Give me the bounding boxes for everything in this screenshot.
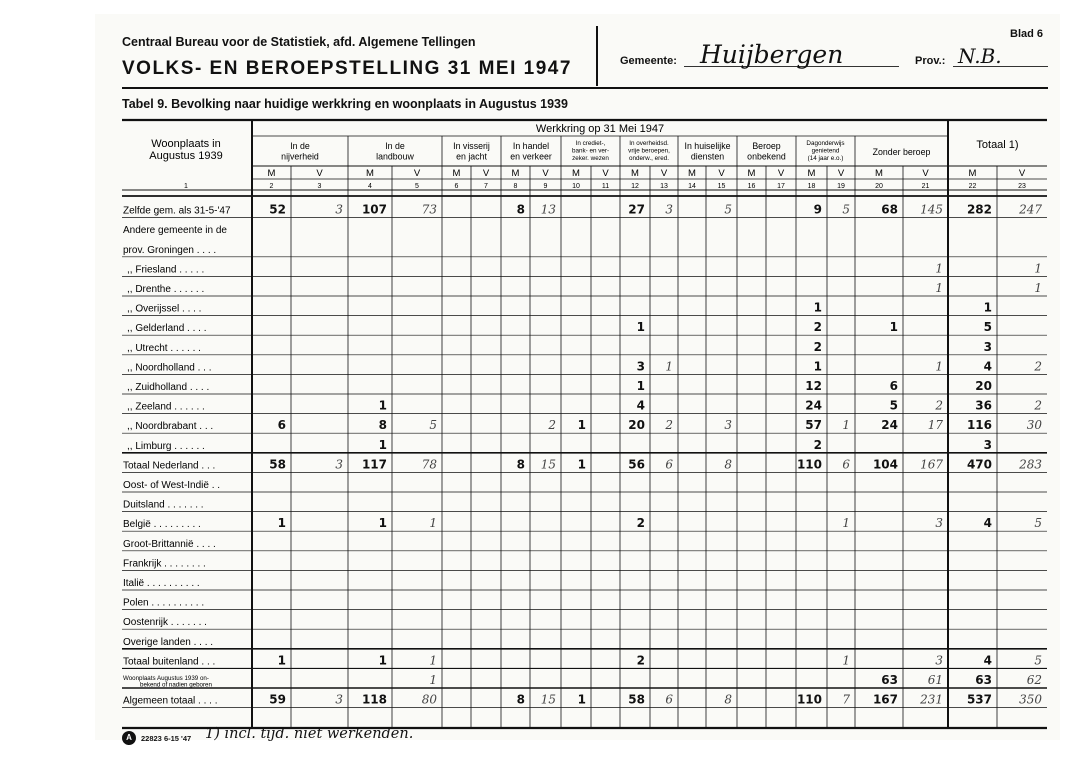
column-number: 23 bbox=[1018, 183, 1026, 190]
gemeente-value: Huijbergen bbox=[700, 40, 844, 69]
cell-value: 3 bbox=[935, 516, 943, 531]
cell-value: 4 bbox=[636, 398, 645, 413]
cell-value: 3 bbox=[935, 653, 943, 668]
group-header: In overheidsd. bbox=[629, 140, 669, 147]
cell-value: 59 bbox=[269, 692, 286, 707]
cell-value: 5 bbox=[983, 320, 992, 335]
cell-value: 4 bbox=[983, 359, 992, 374]
row-label: Polen . . . . . . . . . . bbox=[123, 597, 205, 609]
row-label: Totaal buitenland . . . bbox=[123, 656, 216, 668]
cell-value: 1 bbox=[577, 457, 586, 472]
row-label: België . . . . . . . . . bbox=[123, 519, 201, 531]
column-number: 11 bbox=[601, 183, 610, 190]
column-number: 7 bbox=[484, 183, 488, 190]
group-header: In visserij bbox=[453, 141, 490, 151]
cell-value: 231 bbox=[920, 692, 943, 707]
group-header: Totaal 1) bbox=[976, 139, 1019, 151]
cell-value: 2 bbox=[636, 516, 645, 531]
cell-value: 1 bbox=[1034, 261, 1042, 276]
cell-value: 12 bbox=[805, 379, 822, 393]
group-header: In de bbox=[290, 141, 310, 151]
cell-value: 283 bbox=[1019, 457, 1042, 472]
row-label: ,, Noordholland . . . bbox=[127, 362, 212, 374]
cell-value: 116 bbox=[966, 418, 992, 433]
group-header: en jacht bbox=[456, 151, 487, 162]
cell-value: 104 bbox=[872, 457, 898, 472]
cell-value: 63 bbox=[975, 673, 992, 687]
cell-value: 3 bbox=[335, 692, 343, 707]
cell-value: 6 bbox=[665, 457, 673, 472]
cell-value: 24 bbox=[805, 398, 822, 413]
province-label: Prov.: bbox=[915, 55, 946, 67]
column-number: 21 bbox=[921, 183, 930, 190]
cell-value: 3 bbox=[335, 202, 343, 217]
cell-value: 13 bbox=[540, 202, 556, 217]
mv-label: M bbox=[688, 168, 696, 179]
row-label: ,, Friesland . . . . . bbox=[127, 264, 205, 276]
cell-value: 24 bbox=[881, 418, 898, 433]
row-label: prov. Groningen . . . . bbox=[123, 244, 217, 256]
column-number: 3 bbox=[317, 183, 322, 190]
cell-value: 58 bbox=[628, 692, 645, 707]
cell-value: 20 bbox=[628, 418, 645, 433]
column-number: 18 bbox=[807, 183, 816, 190]
mv-label: M bbox=[631, 168, 639, 179]
cell-value: 20 bbox=[975, 379, 992, 393]
mv-label: V bbox=[777, 168, 785, 179]
row-label: ,, Overijssel . . . . bbox=[127, 303, 202, 315]
mv-label: V bbox=[1018, 168, 1026, 179]
cell-value: 3 bbox=[724, 418, 732, 433]
cell-value: 1 bbox=[813, 359, 822, 374]
mv-label: V bbox=[922, 168, 929, 179]
mv-label: M bbox=[366, 168, 374, 179]
cell-value: 1 bbox=[665, 359, 673, 374]
row-label: Duitsland . . . . . . . bbox=[123, 499, 204, 511]
cell-value: 5 bbox=[1034, 653, 1042, 668]
cell-value: 1 bbox=[277, 516, 286, 531]
cell-value: 6 bbox=[889, 379, 898, 393]
cell-value: 2 bbox=[813, 437, 822, 452]
bureau-name: Centraal Bureau voor de Statistiek, afd. Algemene Tellingen bbox=[122, 35, 476, 49]
group-header: onderw., ered. bbox=[629, 155, 669, 162]
cell-value: 27 bbox=[628, 202, 645, 217]
cell-value: 537 bbox=[966, 692, 992, 707]
cell-value: 8 bbox=[516, 692, 525, 707]
cell-value: 145 bbox=[920, 202, 943, 217]
cell-value: 282 bbox=[966, 202, 992, 217]
row-label: ,, Zeeland . . . . . . bbox=[127, 401, 205, 413]
cell-value: 1 bbox=[636, 320, 645, 335]
cell-value: 1 bbox=[378, 516, 387, 531]
row-label: Woonplaats Augustus 1939 on- bbox=[123, 675, 209, 682]
cell-value: 1 bbox=[983, 300, 992, 315]
column-number: 4 bbox=[368, 183, 372, 190]
cell-value: 5 bbox=[1034, 516, 1042, 531]
row-label: Overige landen . . . . bbox=[123, 636, 214, 648]
cell-value: 3 bbox=[983, 437, 992, 452]
group-header: Zonder beroep bbox=[872, 147, 931, 157]
woonplaats-header: Augustus 1939 bbox=[149, 150, 223, 162]
cell-value: 68 bbox=[881, 202, 898, 217]
row-label: Oostenrijk . . . . . . . bbox=[123, 617, 207, 629]
cell-value: 3 bbox=[636, 359, 645, 374]
cell-value: 110 bbox=[796, 457, 822, 472]
row-label: ,, Noordbrabant . . . bbox=[127, 421, 214, 433]
cell-value: 1 bbox=[429, 516, 437, 531]
row-label: ,, Limburg . . . . . . bbox=[127, 440, 205, 452]
cell-value: 1 bbox=[842, 418, 850, 433]
cell-value: 17 bbox=[927, 418, 943, 433]
cell-value: 78 bbox=[421, 457, 437, 472]
cell-value: 56 bbox=[628, 457, 645, 472]
cell-value: 36 bbox=[975, 398, 992, 413]
cell-value: 1 bbox=[429, 653, 437, 668]
mv-label: V bbox=[542, 168, 549, 179]
group-header: (14 jaar e.o.) bbox=[807, 155, 844, 162]
group-header: vrije beroepen, bbox=[628, 147, 670, 155]
group-header: Beroep bbox=[752, 141, 781, 151]
mv-label: M bbox=[267, 168, 276, 179]
province-value: N.B. bbox=[958, 44, 1002, 68]
cell-value: 57 bbox=[805, 418, 822, 433]
mv-label: V bbox=[316, 168, 323, 179]
row-label: ,, Gelderland . . . . bbox=[127, 323, 207, 335]
cell-value: 1 bbox=[842, 653, 850, 668]
column-number: 16 bbox=[747, 183, 756, 190]
mv-label: M bbox=[452, 168, 461, 179]
row-label: ,, Drenthe . . . . . . bbox=[127, 284, 205, 295]
gemeente-label: Gemeente: bbox=[620, 55, 677, 67]
cell-value: 2 bbox=[1034, 359, 1042, 374]
group-header: landbouw bbox=[376, 151, 414, 162]
row-label: Zelfde gem. als 31-5-'47 bbox=[123, 205, 231, 217]
cell-value: 470 bbox=[966, 457, 992, 472]
column-number: 2 bbox=[269, 183, 274, 190]
cell-value: 61 bbox=[927, 673, 943, 687]
form-title: VOLKS- EN BEROEPSTELLING 31 MEI 1947 bbox=[122, 58, 572, 79]
cell-value: 2 bbox=[813, 320, 822, 335]
column-number: 9 bbox=[543, 183, 548, 190]
print-code: 22823 6-15 '47 bbox=[141, 734, 192, 743]
cell-value: 8 bbox=[724, 457, 732, 472]
row-label-cont: bekend of nadien geboren bbox=[140, 681, 212, 689]
cell-value: 15 bbox=[540, 692, 556, 707]
cell-value: 5 bbox=[429, 418, 437, 433]
cell-value: 5 bbox=[724, 202, 732, 217]
group-header: nijverheid bbox=[281, 151, 319, 162]
footnote: 1) incl. tijd. niet werkenden. bbox=[205, 726, 414, 742]
table-title: Tabel 9. Bevolking naar huidige werkkring en woonplaats in Augustus 1939 bbox=[122, 97, 568, 111]
row-label: Andere gemeente in de bbox=[123, 225, 227, 237]
mv-label: M bbox=[572, 168, 580, 179]
cell-value: 1 bbox=[935, 359, 943, 374]
cell-value: 2 bbox=[935, 398, 943, 413]
cell-value: 2 bbox=[1034, 398, 1042, 413]
group-header: bank- en ver- bbox=[571, 147, 610, 155]
column-number: 19 bbox=[837, 183, 845, 190]
cell-value: 80 bbox=[421, 692, 437, 707]
cell-value: 8 bbox=[724, 692, 732, 707]
mv-label: V bbox=[602, 168, 609, 179]
column-number: 1 bbox=[184, 183, 188, 190]
woonplaats-header: Woonplaats in bbox=[151, 138, 221, 150]
mv-label: V bbox=[482, 168, 490, 179]
cell-value: 1 bbox=[378, 437, 387, 452]
row-label: ,, Utrecht . . . . . . bbox=[127, 342, 201, 354]
mv-label: V bbox=[837, 168, 845, 179]
column-number: 13 bbox=[660, 183, 668, 190]
mv-label: V bbox=[413, 168, 421, 179]
row-label: Totaal Nederland . . . bbox=[123, 460, 216, 472]
group-header: en verkeer bbox=[510, 151, 552, 162]
cell-value: 167 bbox=[920, 457, 943, 472]
group-header: diensten bbox=[690, 151, 725, 162]
cell-value: 3 bbox=[335, 457, 343, 472]
cell-value: 1 bbox=[378, 398, 387, 413]
cell-value: 6 bbox=[842, 457, 850, 472]
row-label: Algemeen totaal . . . . bbox=[123, 695, 218, 707]
group-header: In huiselijke bbox=[684, 141, 731, 151]
cell-value: 9 bbox=[813, 202, 822, 217]
cell-value: 5 bbox=[842, 202, 850, 217]
mv-label: M bbox=[968, 168, 977, 179]
cell-value: 73 bbox=[421, 202, 437, 217]
cell-value: 118 bbox=[361, 692, 387, 707]
cell-value: 1 bbox=[577, 692, 586, 707]
column-number: 17 bbox=[777, 183, 785, 190]
cell-value: 4 bbox=[983, 516, 992, 531]
cell-value: 350 bbox=[1019, 692, 1042, 707]
mv-label: M bbox=[875, 168, 883, 179]
column-number: 10 bbox=[572, 183, 580, 190]
cell-value: 1 bbox=[1034, 281, 1042, 295]
row-label: Frankrijk . . . . . . . . bbox=[123, 558, 206, 570]
group-header: In handel bbox=[512, 141, 550, 151]
row-label: Oost- of West-Indië . . bbox=[123, 480, 221, 491]
group-header: In crediet-, bbox=[575, 140, 606, 147]
cell-value: 2 bbox=[636, 653, 645, 668]
cell-value: 3 bbox=[665, 202, 673, 217]
mv-label: V bbox=[660, 168, 668, 179]
column-number: 6 bbox=[454, 183, 459, 190]
group-header: Dagonderwijs bbox=[806, 140, 845, 147]
cell-value: 8 bbox=[516, 457, 525, 472]
cell-value: 1 bbox=[935, 281, 943, 295]
group-header: In de bbox=[385, 141, 405, 151]
mv-label: M bbox=[747, 168, 756, 179]
cell-value: 15 bbox=[540, 457, 556, 472]
cell-value: 7 bbox=[842, 692, 850, 707]
cell-value: 62 bbox=[1026, 673, 1042, 687]
column-number: 14 bbox=[688, 183, 696, 190]
mv-label: V bbox=[718, 168, 725, 179]
cell-value: 6 bbox=[665, 692, 673, 707]
cell-value: 4 bbox=[983, 653, 992, 668]
cell-value: 247 bbox=[1019, 202, 1042, 217]
cell-value: 8 bbox=[378, 418, 387, 433]
column-number: 12 bbox=[631, 183, 639, 190]
column-number: 20 bbox=[875, 183, 883, 190]
cell-value: 110 bbox=[796, 692, 822, 707]
cell-value: 2 bbox=[665, 418, 673, 433]
mv-label: M bbox=[511, 168, 520, 179]
werkkring-header: Werkkring op 31 Mei 1947 bbox=[535, 123, 665, 135]
cell-value: 167 bbox=[872, 692, 898, 707]
cell-value: 30 bbox=[1026, 418, 1042, 433]
cell-value: 58 bbox=[269, 457, 286, 472]
row-label: Groot-Brittannië . . . . bbox=[123, 538, 216, 550]
cell-value: 1 bbox=[813, 300, 822, 315]
column-number: 8 bbox=[513, 183, 518, 190]
cell-value: 5 bbox=[889, 398, 898, 413]
cell-value: 52 bbox=[269, 202, 286, 217]
cell-value: 2 bbox=[548, 418, 556, 433]
column-number: 22 bbox=[968, 183, 977, 190]
cell-value: 3 bbox=[983, 339, 992, 354]
column-number: 15 bbox=[717, 183, 726, 190]
cell-value: 1 bbox=[889, 320, 898, 335]
cell-value: 1 bbox=[636, 379, 645, 393]
printer-logo-icon: A bbox=[122, 731, 136, 745]
page-number: Blad 6 bbox=[1010, 28, 1044, 40]
cell-value: 117 bbox=[361, 457, 387, 472]
group-header: zeker. wezen bbox=[572, 155, 609, 162]
cell-value: 1 bbox=[378, 653, 387, 668]
row-label: Italië . . . . . . . . . . bbox=[123, 578, 200, 589]
column-number: 5 bbox=[415, 183, 419, 190]
mv-label: M bbox=[807, 168, 816, 179]
group-header: onbekend bbox=[747, 151, 786, 162]
cell-value: 8 bbox=[516, 202, 525, 217]
cell-value: 63 bbox=[881, 673, 898, 687]
cell-value: 1 bbox=[429, 673, 437, 687]
cell-value: 1 bbox=[277, 653, 286, 668]
cell-value: 1 bbox=[577, 418, 586, 433]
cell-value: 1 bbox=[842, 516, 850, 531]
row-label: ,, Zuidholland . . . . bbox=[127, 382, 210, 393]
cell-value: 107 bbox=[361, 202, 387, 217]
cell-value: 6 bbox=[277, 418, 286, 433]
cell-value: 2 bbox=[813, 339, 822, 354]
cell-value: 1 bbox=[935, 261, 943, 276]
group-header: genietend bbox=[811, 147, 840, 155]
